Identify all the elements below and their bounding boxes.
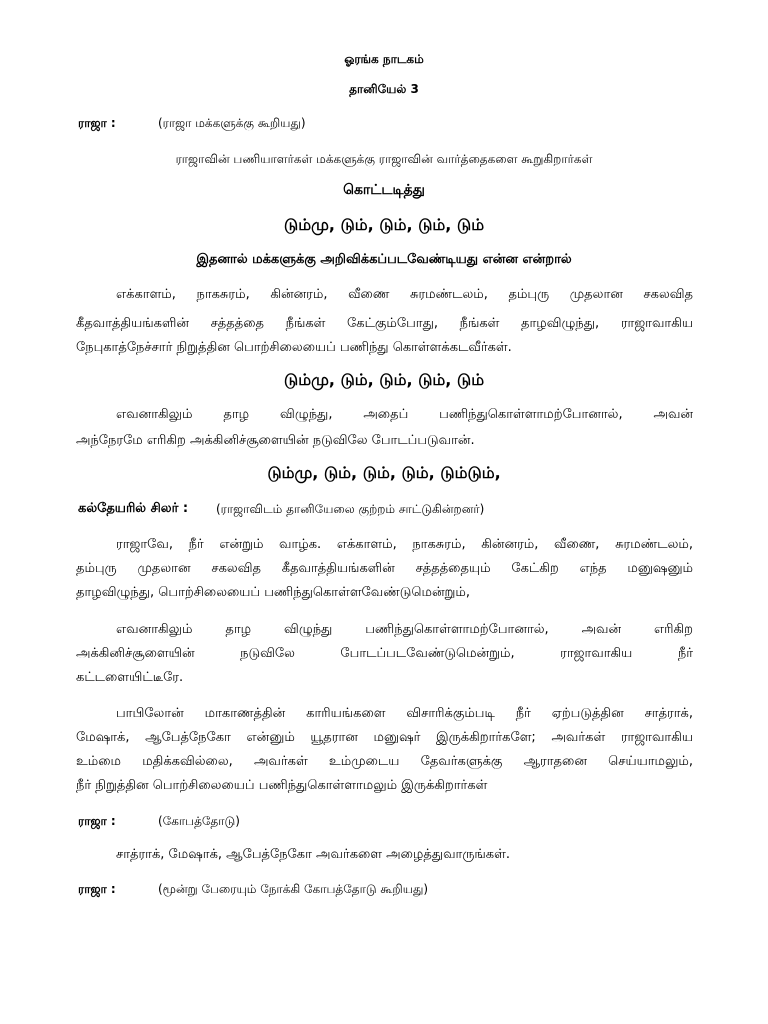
paragraph-line: நீர் நிறுத்தின பொற்சிலையைப் பணிந்துகொள்ளாமலும் இருக்கிறார்கள் — [76, 778, 488, 793]
paragraph-line: அந்நேரமே எரிகிற அக்கினிச்சூளையின் நடுவிலே போடப்படுவான். — [76, 433, 475, 448]
paragraph-line: அக்கினிச்சூளையின் நடுவிலே போடப்படவேண்டுமென்றும், ராஜாவாகிய நீர் — [76, 646, 693, 661]
stage-direction: (கோபத்தோடு) — [158, 814, 240, 828]
paragraph-line: எவனாகிலும் தாழ விழுந்து, அதைப் பணிந்துகொள்ளாமற்போனால், அவன் — [116, 407, 693, 422]
paragraph-line: சாத்ராக், மேஷாக், ஆபேத்நேகோ அவர்களை அழைத்துவாருங்கள். — [116, 847, 510, 862]
stage-direction: (ராஜாவிடம் தானியேலை குற்றம் சாட்டுகின்றனர்) — [216, 502, 485, 516]
play-title: ஓரங்க நாடகம் — [344, 52, 424, 66]
drum-line: டும்மு, டும், டும், டும், டும் — [283, 370, 485, 389]
chapter-subtitle: தானியேல் 3 — [349, 82, 419, 96]
drum-line: டும்மு, டும், டும், டும், டும் — [283, 215, 485, 234]
paragraph-line: தாழவிழுந்து, பொற்சிலையைப் பணிந்துகொள்ளவேண்டுமென்றும், — [76, 585, 471, 600]
paragraph-line: கீதவாத்தியங்களின் சத்தத்தை நீங்கள் கேட்கும்போது, நீங்கள் தாழவிழுந்து, ராஜாவாகிய — [76, 316, 693, 331]
speaker-raja: ராஜா : — [78, 116, 116, 130]
speaker-raja: ராஜா : — [78, 882, 116, 896]
paragraph-line: பாபிலோன் மாகாணத்தின் காரியங்களை விசாரிக்கும்படி நீர் ஏற்படுத்தின சாத்ராக், — [116, 706, 693, 721]
speaker-raja: ராஜா : — [78, 814, 116, 828]
announcement-heading: இதனால் மக்களுக்கு அறிவிக்கப்படவேண்டியது என்ன என்றால் — [196, 252, 572, 267]
speaker-chaldeans: கல்தேயரில் சிலர் : — [78, 501, 189, 516]
paragraph-line: எவனாகிலும் தாழ விழுந்து பணிந்துகொள்ளாமற்போனால், அவன் எரிகிற — [116, 622, 693, 637]
paragraph-line: கட்டளையிட்டீரே. — [76, 670, 184, 685]
drum-line: டும்மு, டும், டும், டும், டும்டும், — [267, 463, 501, 482]
drum-heading: கொட்டடித்து — [343, 182, 425, 198]
stage-direction: (ராஜா மக்களுக்கு கூறியது) — [158, 116, 306, 130]
paragraph-line: மேஷாக், ஆபேத்நேகோ என்னும் யூதரான மனுஷர் இருக்கிறார்களே; அவர்கள் ராஜாவாகிய — [76, 730, 693, 745]
paragraph-line: தம்புரு முதலான சகலவித கீதவாத்தியங்களின் சத்தத்தையும் கேட்கிற எந்த மனுஷனும் — [76, 561, 693, 576]
paragraph-line: உம்மை மதிக்கவில்லை, அவர்கள் உம்முடைய தேவர்களுக்கு ஆராதனை செய்யாமலும், — [76, 754, 693, 769]
stage-direction: (மூன்று பேரையும் நோக்கி கோபத்தோடு கூறியது) — [158, 882, 429, 896]
paragraph-line: எக்காளம், நாகசுரம், கின்னரம், வீணை சுரமண்டலம், தம்புரு முதலான சகலவித — [116, 287, 693, 302]
paragraph-line: நேபுகாத்நேச்சார் நிறுத்தின பொற்சிலையைப் பணிந்து கொள்ளக்கடவீர்கள். — [76, 340, 512, 355]
paragraph-line: ராஜாவே, நீர் என்றும் வாழ்க. எக்காளம், நாகசுரம், கின்னரம், வீணை, சுரமண்டலம், — [116, 537, 693, 552]
narration-line: ராஜாவின் பணியாளர்கள் மக்களுக்கு ராஜாவின் வார்த்தைகளை கூறுகிறார்கள் — [175, 152, 593, 166]
